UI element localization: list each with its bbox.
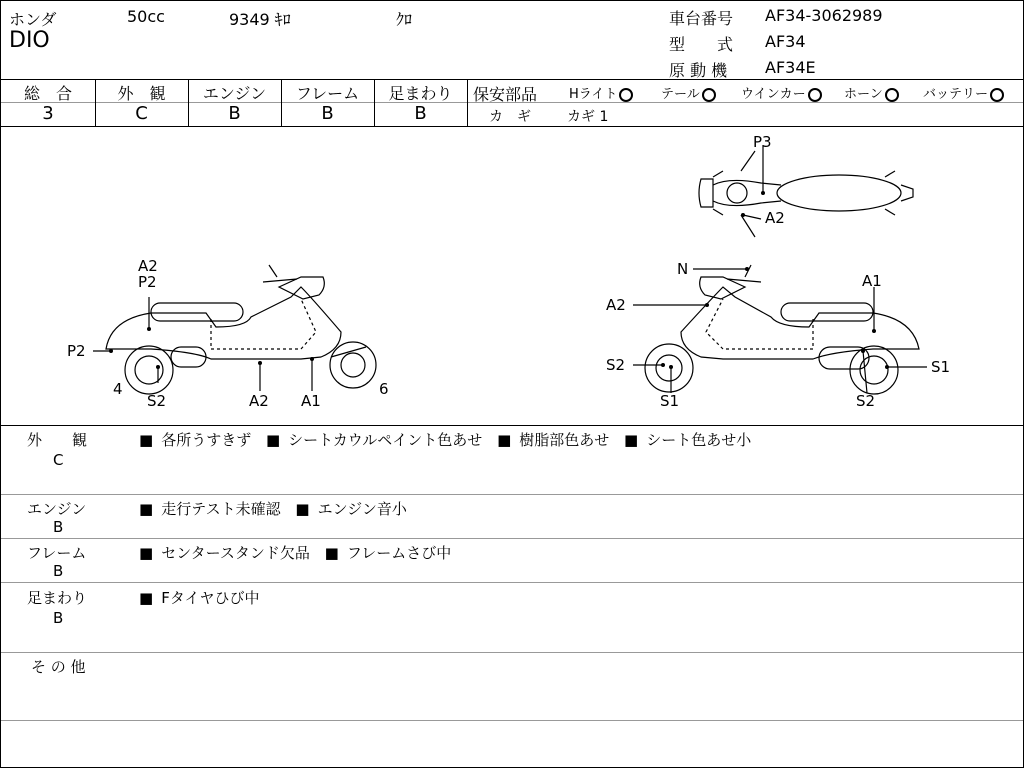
divider bbox=[467, 79, 468, 126]
model-name: DIO bbox=[9, 28, 50, 53]
grade-label-overall: 総 合 bbox=[23, 84, 72, 103]
damage-label: S2 bbox=[856, 392, 876, 410]
frame-no: AF34-3062989 bbox=[765, 6, 883, 25]
ok-circle-icon bbox=[619, 88, 633, 102]
safety-item-horn: ホーン bbox=[844, 83, 899, 102]
damage-label: P2 bbox=[138, 273, 157, 291]
remark-grade-engine: B bbox=[53, 518, 64, 536]
damage-label: S1 bbox=[660, 392, 680, 410]
damage-label: A2 bbox=[765, 209, 785, 227]
remark-notes-frame bbox=[139, 542, 461, 563]
frame-no-label: 車台番号 bbox=[669, 9, 734, 28]
remark-title-exterior: 外 観 bbox=[27, 431, 88, 449]
damage-label: A1 bbox=[862, 272, 882, 290]
grade-label-suspension: 足まわり bbox=[388, 84, 453, 103]
remark-note: ■ Fタイヤひび中 bbox=[139, 587, 260, 608]
remark-grade-exterior: C bbox=[53, 451, 64, 469]
mileage: 9349 ｷﾛ bbox=[229, 10, 291, 29]
damage-label: P2 bbox=[67, 342, 86, 360]
remark-title-other: そ の 他 bbox=[31, 658, 86, 676]
grade-value-suspension: B bbox=[414, 103, 427, 124]
type-value: AF34 bbox=[765, 32, 806, 51]
damage-label: 6 bbox=[379, 380, 389, 398]
damage-label: A2 bbox=[249, 392, 269, 410]
remark-notes-suspension bbox=[139, 587, 270, 608]
remark-note: ■ フレームさび中 bbox=[325, 542, 452, 563]
scooter-top-view bbox=[699, 151, 913, 237]
remark-note: ■ 各所うすきず bbox=[139, 429, 251, 450]
scooter-diagram bbox=[1, 127, 1024, 425]
displacement: 50cc bbox=[127, 7, 165, 26]
ok-circle-icon bbox=[990, 88, 1004, 102]
remark-note: ■ 樹脂部色あせ bbox=[497, 429, 609, 450]
damage-label: S2 bbox=[606, 356, 626, 374]
color: ｸﾛ bbox=[396, 10, 413, 29]
type-label: 型 式 bbox=[669, 35, 734, 54]
engine-label: 原 動 機 bbox=[669, 61, 728, 80]
remark-notes-exterior bbox=[139, 429, 761, 450]
remark-note: ■ 走行テスト未確認 bbox=[139, 498, 281, 519]
divider bbox=[1, 582, 1023, 583]
damage-label: S2 bbox=[147, 392, 167, 410]
safety-item-battery: バッテリー bbox=[923, 83, 1004, 102]
divider bbox=[1, 79, 1023, 80]
grade-label-frame: フレーム bbox=[295, 84, 360, 103]
remark-note: ■ センタースタンド欠品 bbox=[139, 542, 310, 563]
damage-label: S1 bbox=[931, 358, 951, 376]
damage-label: P3 bbox=[753, 133, 772, 151]
remark-grade-frame: B bbox=[53, 562, 64, 580]
leader-lines bbox=[93, 145, 927, 393]
damage-label: N bbox=[677, 260, 689, 278]
key-value: カギ 1 bbox=[567, 109, 609, 125]
maker: ホンダ bbox=[9, 10, 57, 29]
grade-label-exterior: 外 観 bbox=[117, 84, 166, 103]
remark-grade-suspension: B bbox=[53, 609, 64, 627]
damage-label: A2 bbox=[606, 296, 626, 314]
safety-item-tail: テール bbox=[661, 83, 716, 102]
grade-label-engine: エンジン bbox=[202, 84, 267, 103]
safety-item-headlight: Hライト bbox=[569, 83, 633, 102]
remark-title-frame: フレーム bbox=[27, 544, 87, 562]
grade-value-overall: 3 bbox=[42, 103, 54, 124]
divider bbox=[1, 538, 1023, 539]
divider bbox=[467, 102, 1023, 103]
damage-label: A2 bbox=[138, 257, 158, 275]
grade-value-frame: B bbox=[321, 103, 334, 124]
divider bbox=[1, 652, 1023, 653]
remark-note: ■ シート色あせ小 bbox=[624, 429, 751, 450]
engine-value: AF34E bbox=[765, 58, 816, 77]
divider bbox=[1, 425, 1023, 426]
ok-circle-icon bbox=[808, 88, 822, 102]
damage-label: 4 bbox=[113, 380, 123, 398]
safety-label: 保安部品 bbox=[473, 85, 538, 104]
divider bbox=[1, 720, 1023, 721]
grade-value-exterior: C bbox=[135, 103, 148, 124]
remark-note: ■ エンジン音小 bbox=[295, 498, 406, 519]
grade-value-engine: B bbox=[228, 103, 241, 124]
key-label: カ ギ bbox=[489, 109, 531, 125]
ok-circle-icon bbox=[885, 88, 899, 102]
remark-notes-engine bbox=[139, 498, 417, 519]
remark-title-engine: エンジン bbox=[27, 500, 87, 518]
damage-label: A1 bbox=[301, 392, 321, 410]
ok-circle-icon bbox=[702, 88, 716, 102]
divider bbox=[1, 494, 1023, 495]
remark-note: ■ シートカウルペイント色あせ bbox=[266, 429, 482, 450]
safety-item-winker: ウインカー bbox=[741, 83, 822, 102]
remark-title-suspension: 足まわり bbox=[27, 589, 88, 607]
